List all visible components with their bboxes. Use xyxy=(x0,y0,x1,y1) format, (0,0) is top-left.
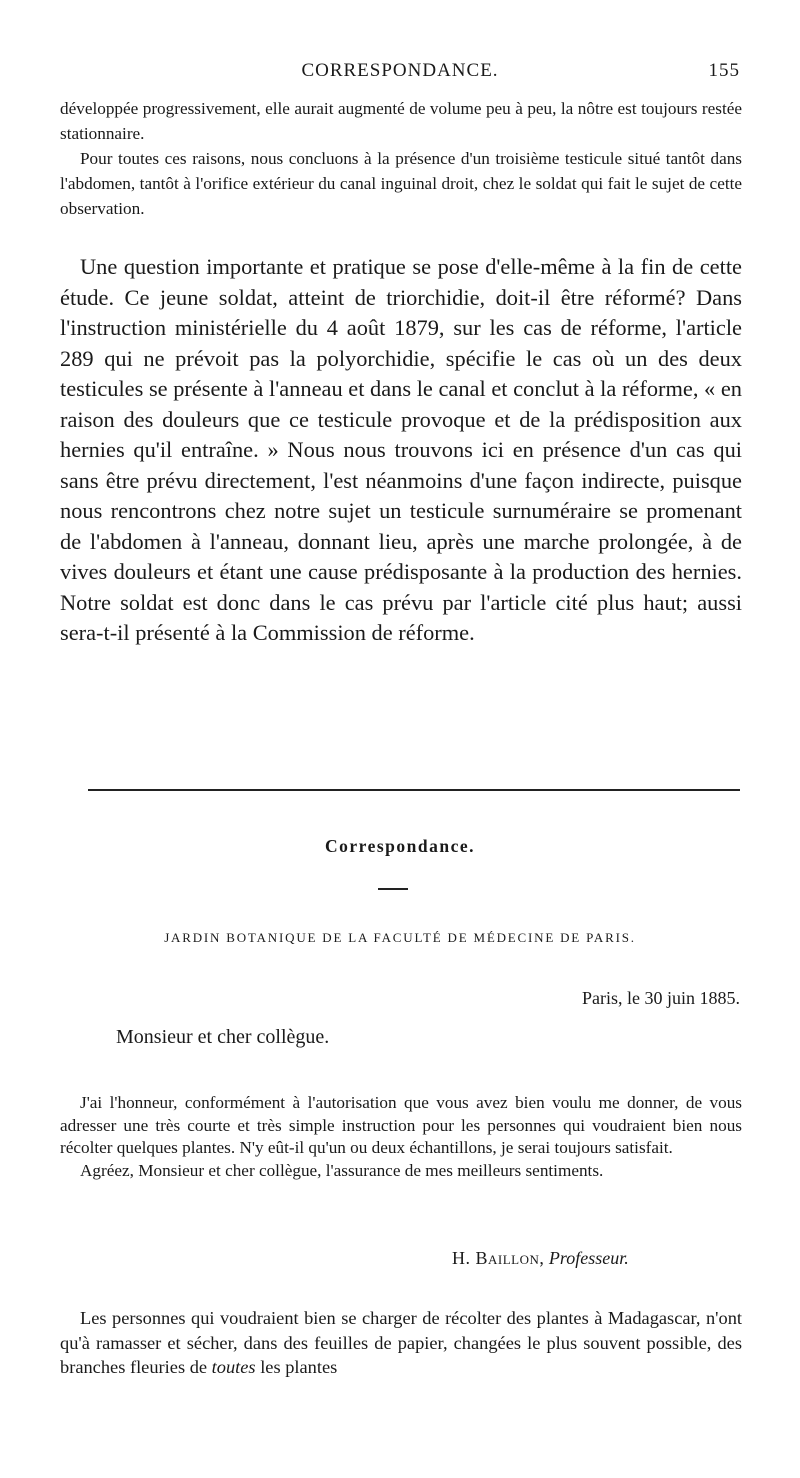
signature-role: Professeur. xyxy=(548,1248,629,1268)
section-title: Correspondance. xyxy=(324,836,476,856)
instructions-text-end: les plantes xyxy=(255,1357,338,1377)
section-divider xyxy=(88,789,740,791)
institution-heading: JARDIN BOTANIQUE DE LA FACULTÉ DE MÉDECINE DE PARIS. xyxy=(164,930,636,945)
letter-body xyxy=(60,1092,742,1182)
main-paragraph: Une question importante et pratique se pose d'elle-même à la fin de cette étude. Ce jeune soldat, atteint de triorchidie, doit-il être réformé? Dans l'instruction ministérielle du 4 août 1879, sur les cas de réforme, l'article 289 qui ne prévoit pas la polyorchidie, spécifie le cas où un des deux testicules se présente à l'anneau et dans le canal et conclut à la réforme, « en raison des douleurs que ce testicule provoque et de la prédisposition aux hernies qu'il entraîne. » Nous nous trouvons ici en présence d'un cas qui sans être prévu directement, l'est néanmoins d'une façon indirecte, puisque nous rencontrons chez notre sujet un testicule surnuméraire se promenant de l'abdomen à l'anneau, donnant lieu, après une marche prolongée, à de vives douleurs et étant une cause prédisposante à la production des hernies. Notre soldat est donc dans le cas prévu par l'article cité plus haut; aussi sera-t-il présenté à la Commission de réforme. xyxy=(60,254,742,645)
letter-paragraph: J'ai l'honneur, conformément à l'autorisation que vous avez bien voulu me donner, de vous adresser une très courte et très simple instruction pour les personnes qui voudraient bien nous récolter quelques plantes. N'y eût-il qu'un ou deux échantillons, je serai toujours satisfait. xyxy=(60,1093,742,1157)
letter-dateline: Paris, le 30 juin 1885. xyxy=(582,988,740,1008)
page-number: 155 xyxy=(708,60,740,81)
letter-salutation: Monsieur et cher collègue. xyxy=(116,1026,330,1048)
continuation-paragraph: Pour toutes ces raisons, nous concluons à la présence d'un troisième testicule situé tantôt dans l'abdomen, tantôt à l'orifice extérieur du canal inguinal droit, chez le soldat qui fait le sujet de cette observation. xyxy=(60,149,742,218)
continuation-text xyxy=(60,96,742,221)
running-title: CORRESPONDANCE. xyxy=(301,60,499,81)
letter-signature xyxy=(452,1248,629,1269)
instructions-emphasis: toutes xyxy=(211,1357,256,1377)
running-header xyxy=(60,60,740,88)
instructions-paragraph xyxy=(60,1306,742,1380)
instructions-text-start: Les personnes qui voudraient bien se charger de récolter des plantes à Madagascar, n'ont qu'à ramasser et sécher, dans des feuilles de papier, changées le plus souvent possible, des branches fleuries de xyxy=(60,1308,742,1377)
continuation-paragraph: développée progressivement, elle aurait augmenté de volume peu à peu, la nôtre est toujours restée stationnaire. xyxy=(60,99,742,143)
signature-name: H. Baillon, xyxy=(452,1248,545,1268)
instructions-text xyxy=(60,1306,742,1380)
letter-paragraph: Agréez, Monsieur et cher collègue, l'assurance de mes meilleurs sentiments. xyxy=(80,1160,604,1180)
main-text xyxy=(60,252,742,649)
title-underline xyxy=(378,888,408,890)
